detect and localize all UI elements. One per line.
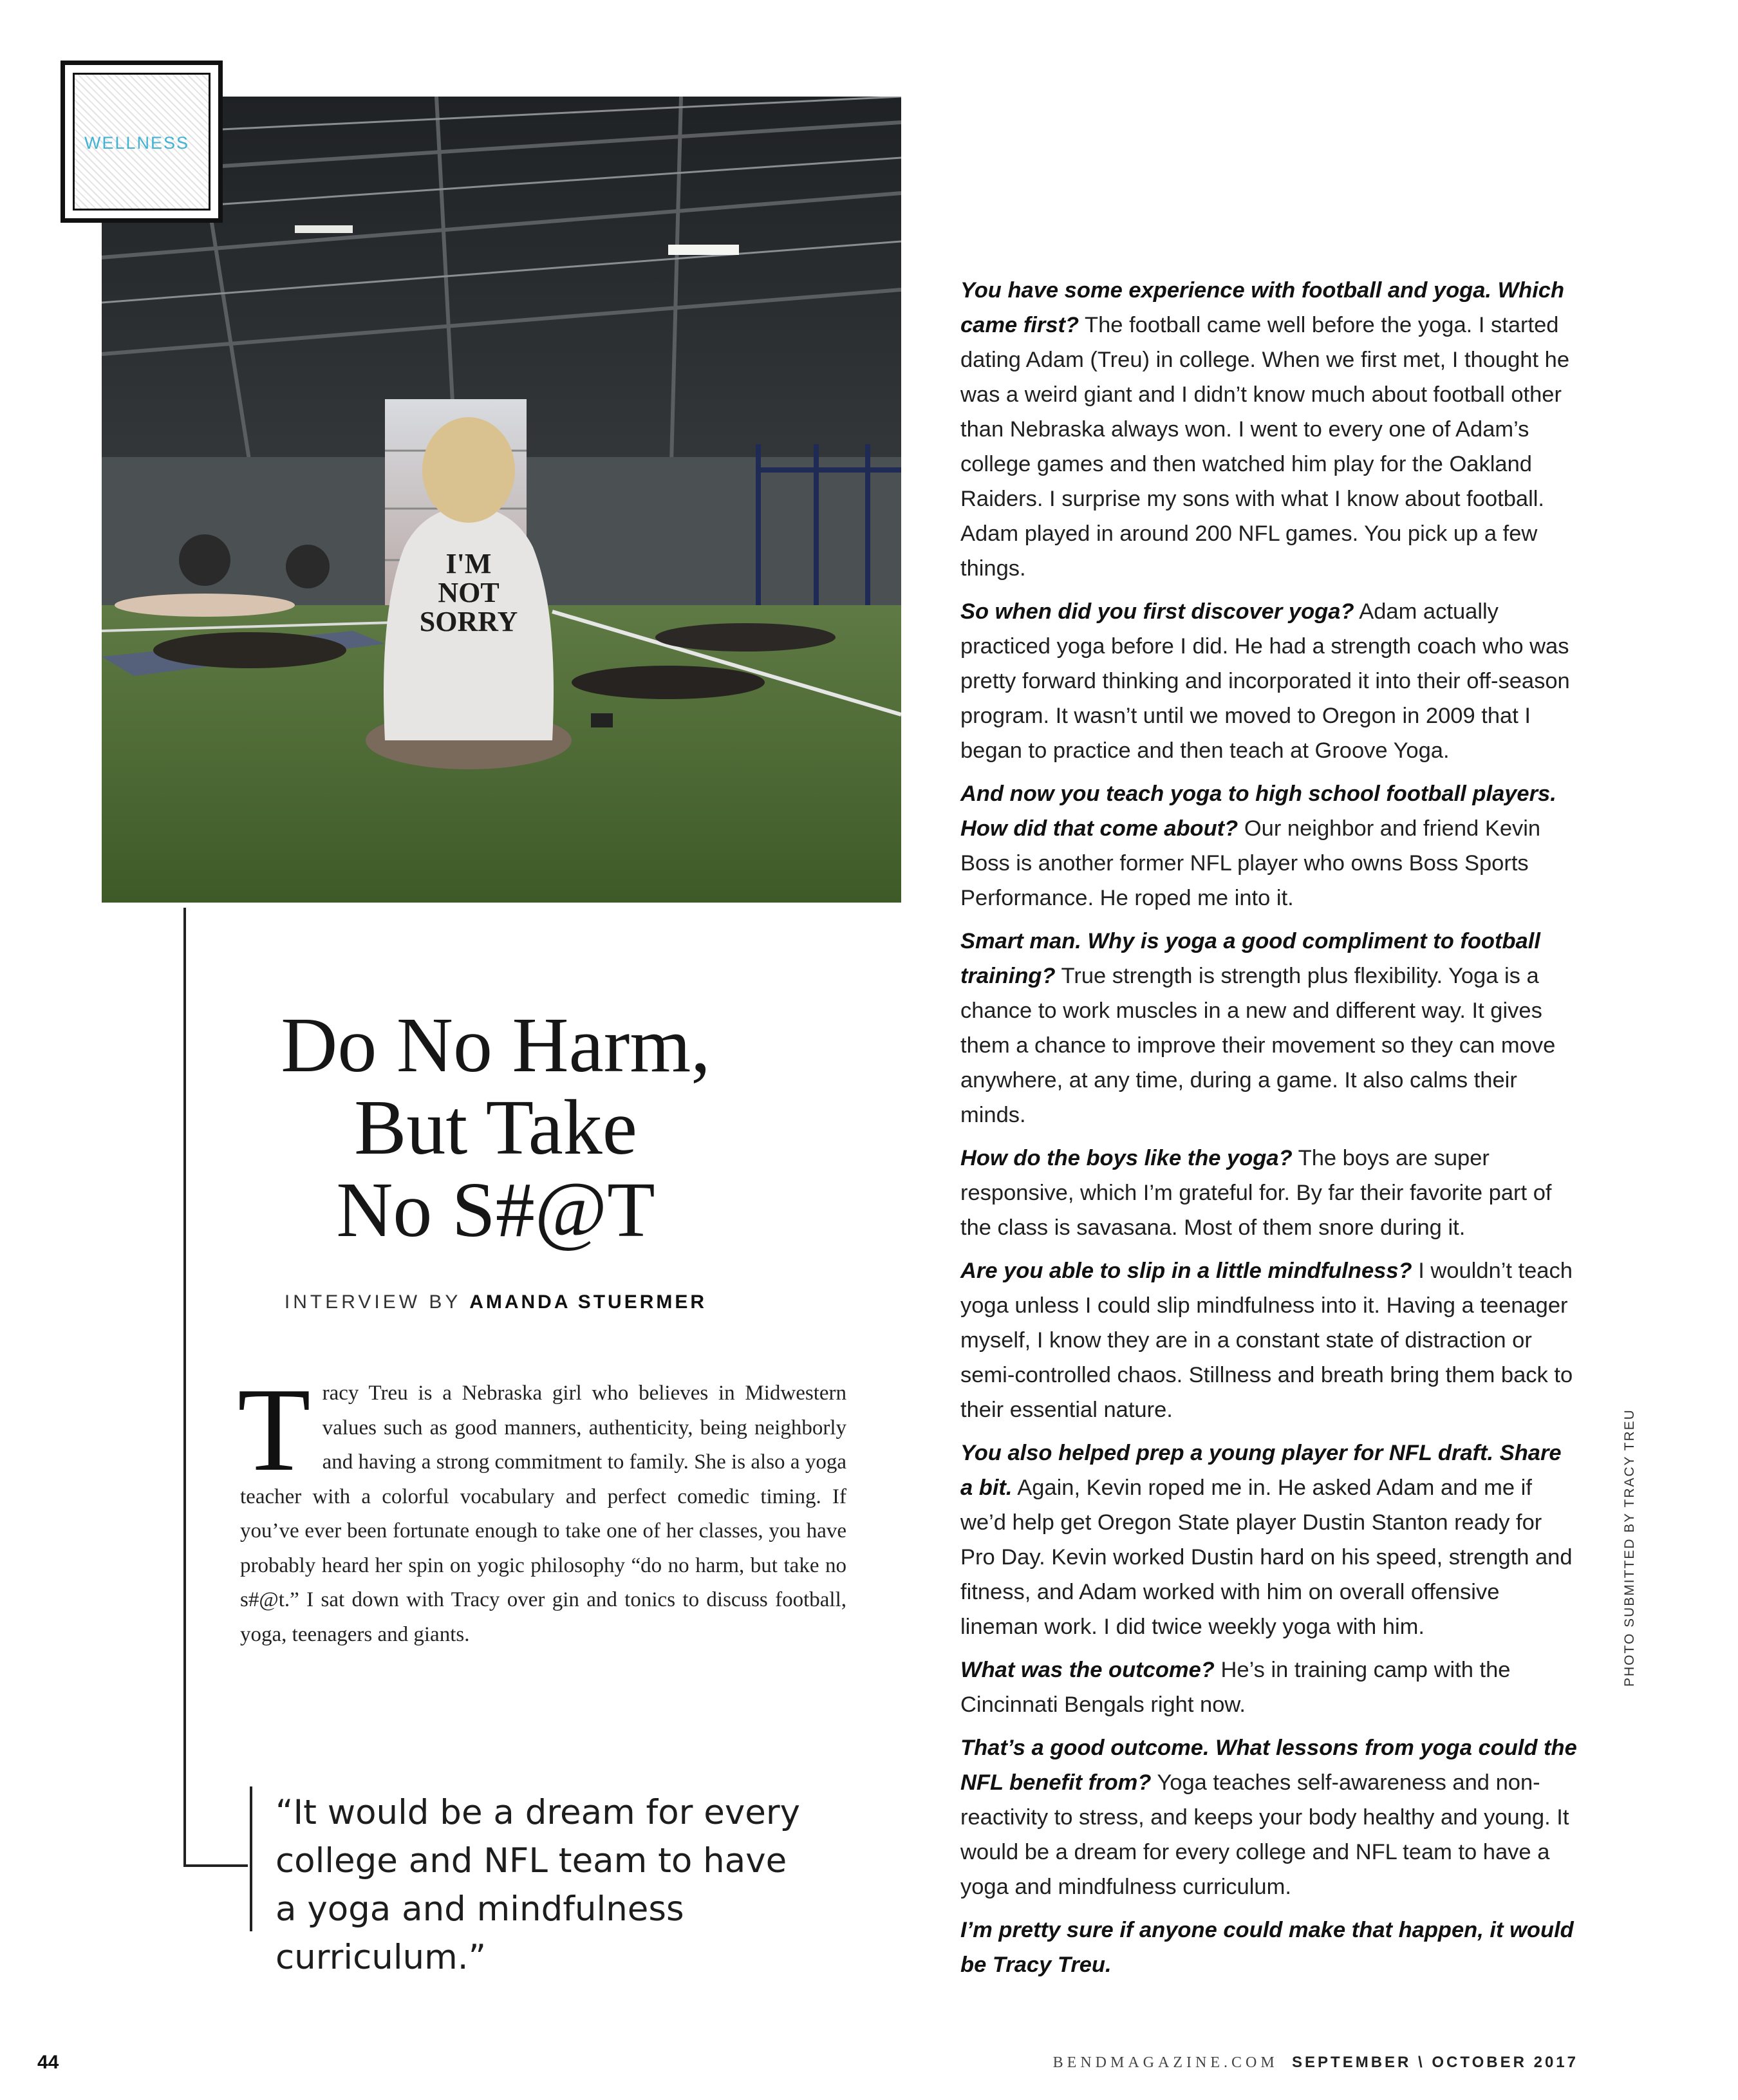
qa-question: You have some experience with football and yoga. Which came first? <box>960 278 1565 337</box>
footer-issue: SEPTEMBER \ OCTOBER 2017 <box>1292 2054 1578 2071</box>
qa-item <box>960 1253 1578 1427</box>
article-title <box>225 1004 766 1252</box>
qa-item <box>960 924 1578 1132</box>
qa-answer: I wouldn’t teach yoga unless I could slip mindfulness into it. Having a teenager myself, I know they are in a constant state of distraction or semi-controlled chaos. Stillness and breath bring them back to their essential nature. <box>960 1259 1573 1422</box>
qa-answer: Our neighbor and friend Kevin Boss is another former NFL player who owns Boss Sports Performance. He roped me into it. <box>960 816 1541 910</box>
qa-item <box>960 1653 1578 1722</box>
qa-question: That’s a good outcome. What lessons from yoga could the NFL benefit from? <box>960 1736 1577 1795</box>
interview-column <box>960 273 1578 1991</box>
pull-quote: “It would be a dream for every college and NFL team to have a yoga and mindfulness curriculum.” <box>276 1793 801 1977</box>
title-line-2: But Take <box>354 1084 637 1171</box>
sweatshirt-line-2: NOT <box>438 577 500 608</box>
qa-item <box>960 1913 1578 1982</box>
qa-answer: Again, Kevin roped me in. He asked Adam and me if we’d help get Oregon State player Dustin Stanton ready for Pro Day. Kevin worked Dustin hard on his speed, strength and fitness, and Adam worked with him on overall offensive lineman work. I did twice weekly yoga with him. <box>960 1476 1573 1639</box>
qa-answer: The football came well before the yoga. I started dating Adam (Treu) in college. When we first met, I thought he was a weird giant and I didn’t know much about football other than Nebraska always won. I went to every one of Adam’s college games and then watched him play for the Oakland Raiders. I surprise my sons with what I know about football. Adam played in around 200 NFL games. You pick up a few things. <box>960 313 1570 581</box>
drop-cap: T <box>238 1364 311 1496</box>
qa-question: I’m pretty sure if anyone could make that happen, it would be Tracy Treu. <box>960 1918 1574 1977</box>
left-rule <box>183 908 186 1866</box>
section-tag-label: WELLNESS <box>84 133 190 153</box>
page-footer <box>1053 2054 1578 2072</box>
byline-author: AMANDA STUERMER <box>469 1291 707 1313</box>
intro-paragraph <box>238 1364 846 1652</box>
photo-credit: PHOTO SUBMITTED BY TRACY TREU <box>1622 1409 1637 1687</box>
byline-prefix: INTERVIEW BY <box>284 1291 470 1313</box>
qa-item <box>960 1141 1578 1245</box>
intro-text: racy Treu is a Nebraska girl who believes in Midwestern values such as good manners, authenticity, being neighborly and having a strong commitment to family. She is also a yoga teacher with a colorful vocabulary and perfect comedic timing. If you’ve ever been fortunate enough to take one of her classes, you have probably heard her spin on yogic philosophy “do no harm, but take no s#@t.” I sat down with Tracy over gin and tonics to discuss football, yoga, teenagers and giants. <box>240 1382 846 1646</box>
title-line-1: Do No Harm, <box>281 1002 711 1089</box>
page-number: 44 <box>37 2052 59 2073</box>
qa-answer: True strength is strength plus flexibility. Yoga is a chance to work muscles in a new and different way. It gives them a chance to improve their movement so they can move anywhere, at any time, during a game. It also calms their minds. <box>960 964 1556 1127</box>
byline <box>225 1291 766 1313</box>
qa-answer: Yoga teaches self-awareness and non-reactivity to stress, and keeps your body healthy and young. It would be a dream for every college and NFL team to have a yoga and mindfulness curriculum. <box>960 1770 1569 1899</box>
sweatshirt-line-1: I'M <box>445 548 492 579</box>
qa-answer: The boys are super responsive, which I’m grateful for. By far their favorite part of the class is savasana. Most of them snore during it. <box>960 1146 1552 1240</box>
sweatshirt-line-3: SORRY <box>419 606 518 637</box>
qa-question: Smart man. Why is yoga a good compliment to football training? <box>960 929 1540 988</box>
qa-question: You also helped prep a young player for NFL draft. Share a bit. <box>960 1441 1562 1500</box>
qa-item <box>960 1730 1578 1904</box>
qa-question: How do the boys like the yoga? <box>960 1146 1293 1170</box>
qa-question: So when did you first discover yoga? <box>960 599 1354 624</box>
qa-answer: He’s in training camp with the Cincinnati Bengals right now. <box>960 1658 1511 1717</box>
title-line-3: No S#@T <box>336 1167 655 1253</box>
qa-question: Are you able to slip in a little mindfulness? <box>960 1259 1412 1283</box>
section-tag <box>61 61 223 223</box>
qa-item <box>960 1436 1578 1644</box>
qa-item <box>960 776 1578 915</box>
qa-item <box>960 594 1578 768</box>
qa-question: And now you teach yoga to high school football players. How did that come about? <box>960 782 1556 841</box>
qa-question: What was the outcome? <box>960 1658 1215 1682</box>
qa-answer: Adam actually practiced yoga before I did. He had a strength coach who was pretty forward thinking and incorporated it into their off-season program. It wasn’t until we moved to Oregon in 2009 that I began to practice and then teach at Groove Yoga. <box>960 599 1570 763</box>
qa-item <box>960 273 1578 586</box>
quote-rule-vertical <box>250 1786 252 1931</box>
quote-rule-horizontal <box>183 1864 248 1867</box>
footer-site: BENDMAGAZINE.COM <box>1052 2054 1278 2071</box>
